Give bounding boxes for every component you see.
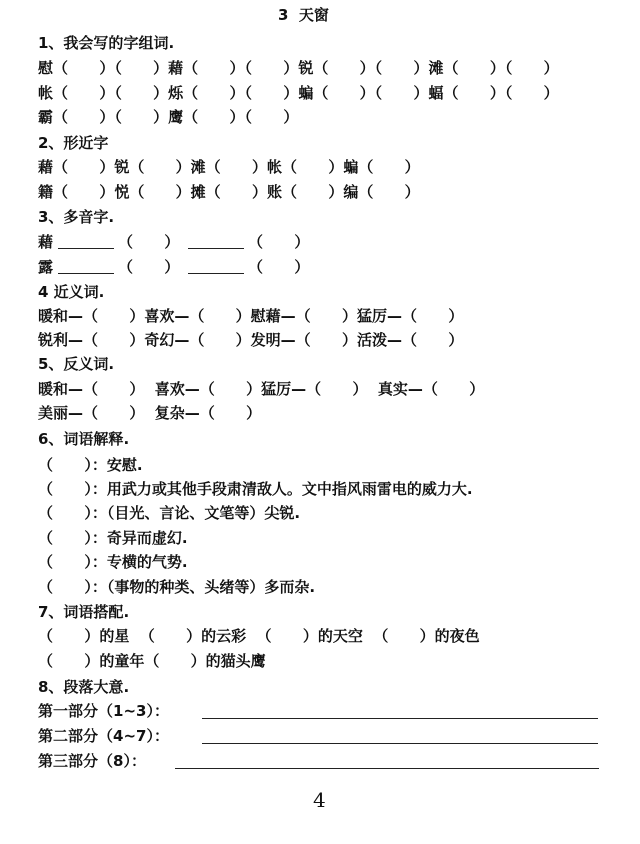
- definition-row-1: （ ）：安慰.: [38, 456, 143, 474]
- paragraph-part-3-label: 第三部分（8）：: [38, 752, 146, 770]
- collocation-row-2: （ ）的童年（ ）的猫头鹰: [38, 652, 266, 670]
- section-5-heading: 5、反义词.: [38, 355, 115, 373]
- section-5-row-1: 暖和—（ ） 喜欢—（ ）猛厉—（ ） 真实—（ ）: [38, 380, 485, 398]
- definition-row-5: （ ）：专横的气势.: [38, 553, 188, 571]
- polyphone-char-1: 藉: [38, 233, 54, 251]
- section-2-row-1: 藉（ ）锐（ ）滩（ ）帐（ ）蝙（ ）: [38, 158, 420, 176]
- section-1-row-1: 慰（ ）（ ）藉（ ）（ ）锐（ ）（ ）滩（ ）（ ）: [38, 59, 559, 77]
- section-1-row-3: 霸（ ）（ ）鹰（ ）（ ）: [38, 108, 299, 126]
- section-3-heading: 3、多音字.: [38, 208, 115, 226]
- page-number: 4: [313, 788, 326, 812]
- section-2-row-2: 籍（ ）悦（ ）摊（ ）账（ ）编（ ）: [38, 183, 420, 201]
- section-1-row-2: 帐（ ）（ ）烁（ ）（ ）蝙（ ）（ ）蝠（ ）（ ）: [38, 84, 559, 102]
- polyphone-paren-2a: （ ）: [118, 258, 180, 276]
- section-8-heading: 8、段落大意.: [38, 678, 130, 696]
- polyphone-paren-2b: （ ）: [248, 258, 310, 276]
- polyphone-paren-1b: （ ）: [248, 233, 310, 251]
- polyphone-char-2: 露: [38, 258, 54, 276]
- polyphone-paren-1a: （ ）: [118, 233, 180, 251]
- paragraph-part-3-blank[interactable]: [175, 768, 599, 769]
- paragraph-part-1-blank[interactable]: [202, 718, 598, 719]
- definition-row-3: （ ）：（目光、言论、文笔等）尖锐.: [38, 504, 301, 522]
- section-2-heading: 2、形近字: [38, 134, 109, 152]
- definition-row-4: （ ）：奇异而虚幻.: [38, 529, 188, 547]
- collocation-row-1: （ ）的星 （ ）的云彩 （ ）的天空 （ ）的夜色: [38, 627, 480, 645]
- paragraph-part-1-label: 第一部分（1~3）：: [38, 702, 169, 720]
- section-6-heading: 6、词语解释.: [38, 430, 130, 448]
- polyphone-pinyin-blank-2a[interactable]: [58, 273, 114, 274]
- section-4-row-1: 暖和—（ ）喜欢—（ ）慰藉—（ ）猛厉—（ ）: [38, 307, 464, 325]
- polyphone-pinyin-blank-1a[interactable]: [58, 248, 114, 249]
- section-4-row-2: 锐利—（ ）奇幻—（ ）发明—（ ）活泼—（ ）: [38, 331, 464, 349]
- definition-row-6: （ ）：（事物的种类、头绪等）多而杂.: [38, 578, 316, 596]
- section-7-heading: 7、词语搭配.: [38, 603, 130, 621]
- paragraph-part-2-blank[interactable]: [202, 743, 598, 744]
- worksheet-title: 3 天窗: [278, 6, 329, 24]
- paragraph-part-2-label: 第二部分（4~7）：: [38, 727, 169, 745]
- section-1-heading: 1、我会写的字组词.: [38, 34, 175, 52]
- section-5-row-2: 美丽—（ ） 复杂—（ ）: [38, 404, 262, 422]
- section-4-heading: 4 近义词.: [38, 283, 105, 301]
- polyphone-pinyin-blank-2b[interactable]: [188, 273, 244, 274]
- polyphone-pinyin-blank-1b[interactable]: [188, 248, 244, 249]
- definition-row-2: （ ）：用武力或其他手段肃清敌人。文中指风雨雷电的威力大.: [38, 480, 473, 498]
